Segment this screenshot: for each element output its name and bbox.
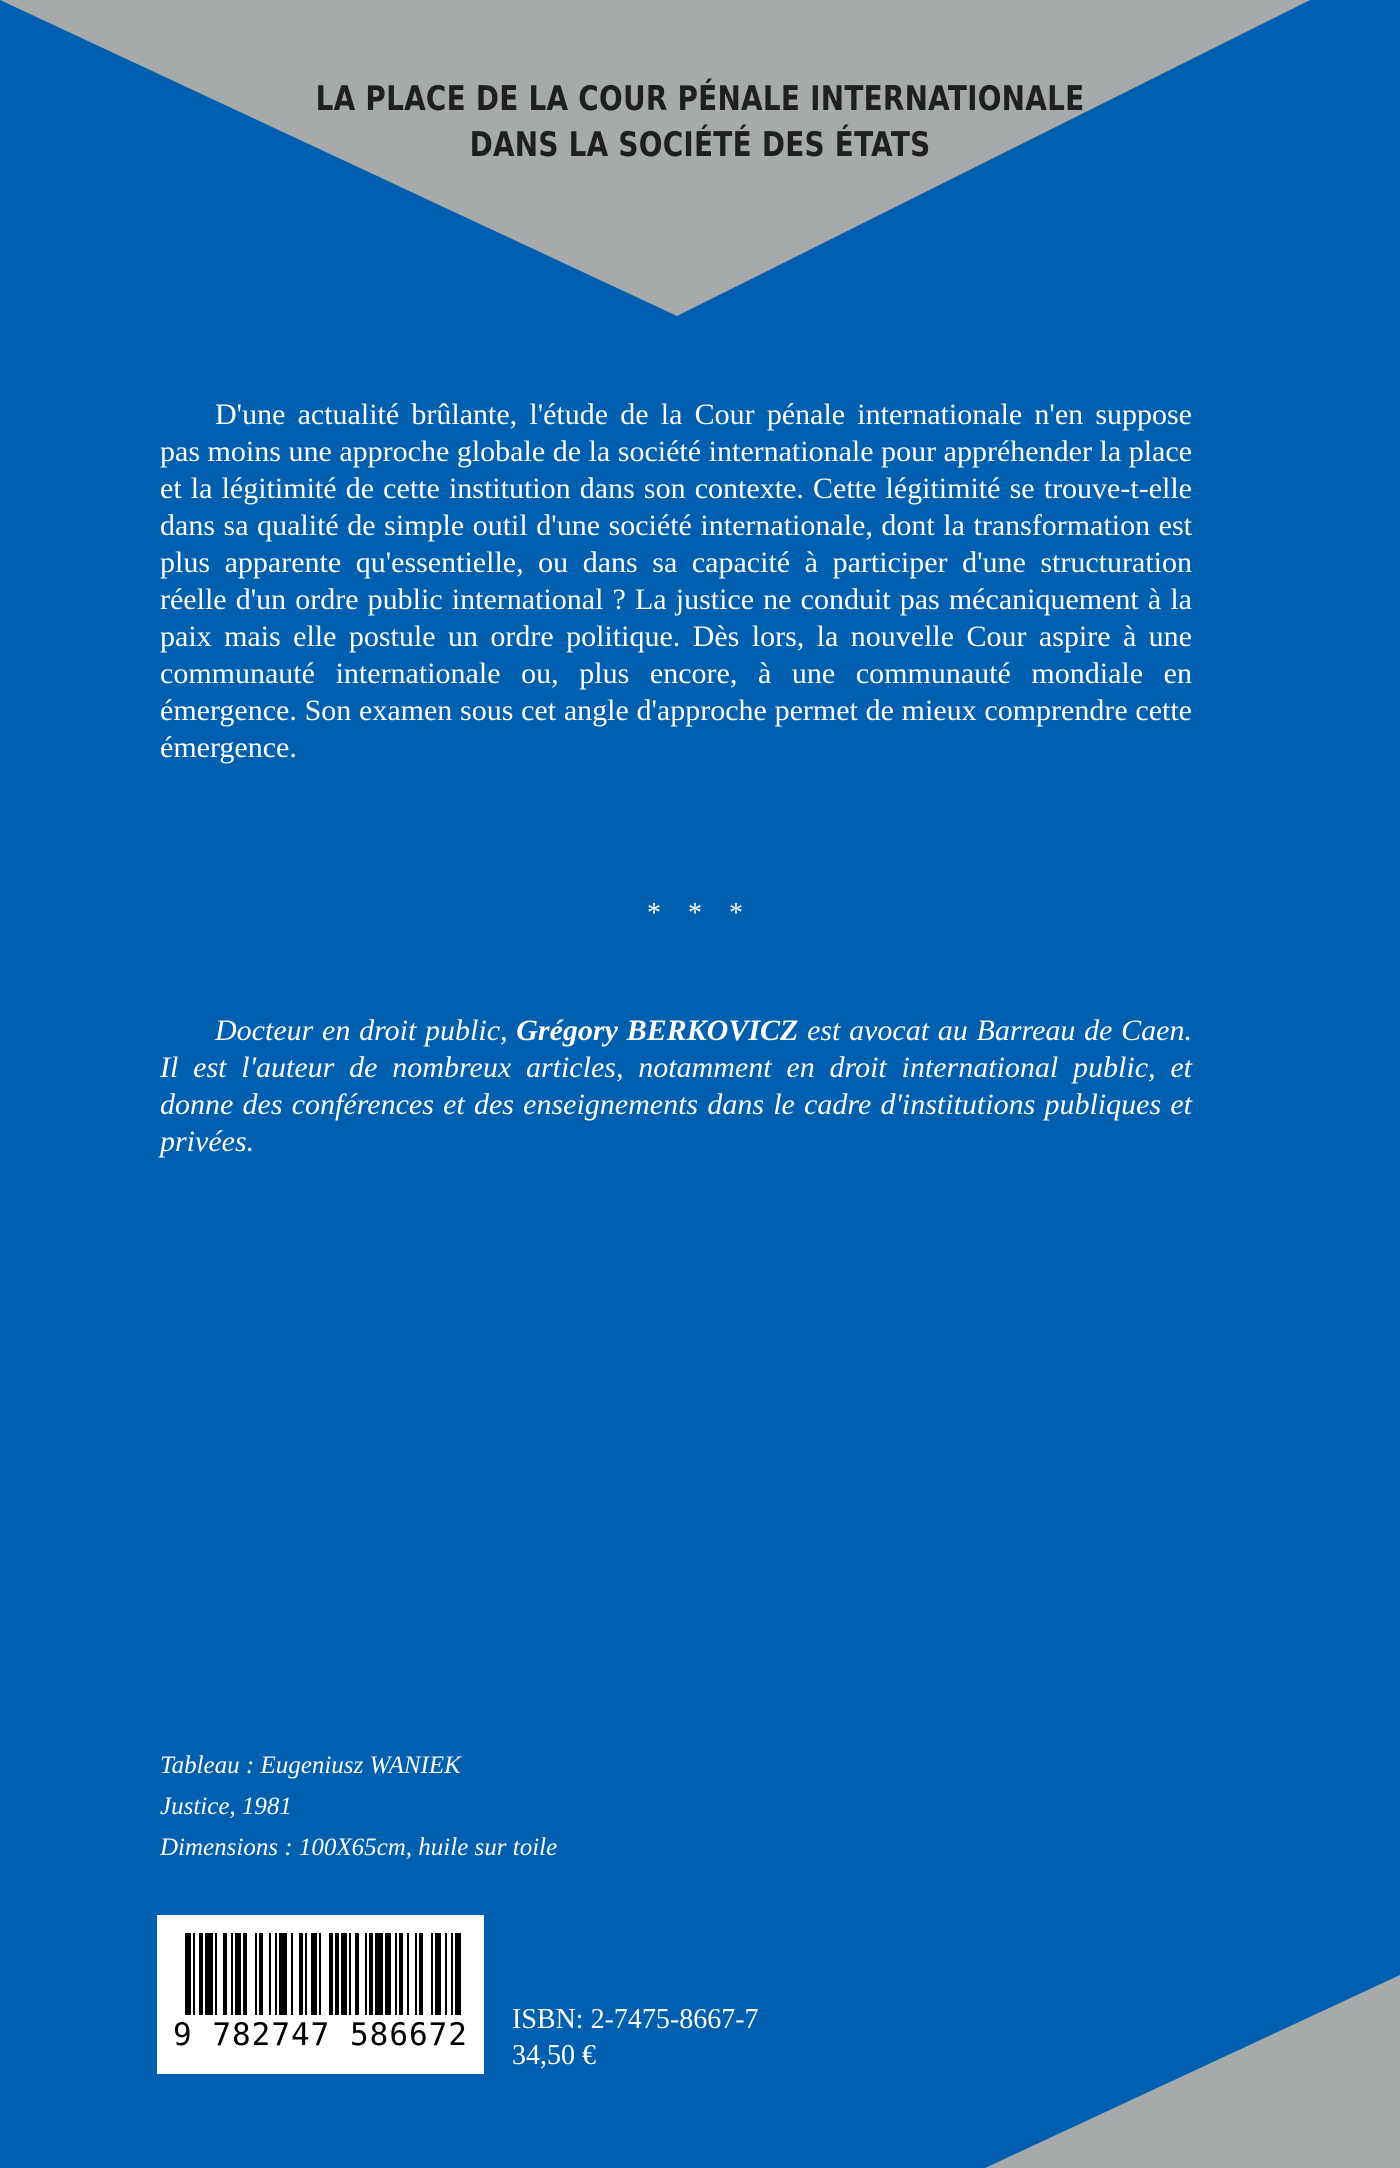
author-name: Grégory BERKOVICZ bbox=[516, 1014, 799, 1047]
bottom-right-gray-triangle bbox=[985, 1975, 1400, 2168]
artwork-credits bbox=[160, 1745, 557, 1868]
barcode-bar bbox=[395, 1933, 397, 2015]
barcode-bar bbox=[369, 1933, 373, 2015]
isbn-number: ISBN: 2-7475-8667-7 bbox=[512, 2004, 759, 2035]
barcode-bar bbox=[255, 1933, 257, 2015]
barcode-bar bbox=[349, 1933, 351, 2015]
barcode-bar bbox=[415, 1933, 417, 2015]
title-line-2: DANS LA SOCIÉTÉ DES ÉTATS bbox=[469, 125, 931, 165]
barcode-bar bbox=[385, 1933, 391, 2015]
book-title bbox=[126, 76, 1274, 168]
bio-rest: est avocat au Barreau de Caen. Il est l'auteur de nombreux articles, notamment en droit international public, et donne des conférences et des enseignements dans le cadre d'institutions publiques et privées. bbox=[160, 1014, 1192, 1158]
barcode-bar bbox=[279, 1933, 287, 2015]
barcode-bar bbox=[291, 1933, 293, 2015]
barcode-bar bbox=[223, 1933, 227, 2015]
credit-painter: Tableau : Eugeniusz WANIEK bbox=[160, 1752, 461, 1779]
barcode-bar bbox=[355, 1933, 359, 2015]
section-separator: * * * bbox=[647, 898, 753, 929]
barcode bbox=[157, 1915, 484, 2074]
barcode-bar bbox=[431, 1933, 433, 2015]
barcode-bar bbox=[305, 1933, 307, 2015]
publication-info bbox=[512, 2002, 759, 2074]
barcode-bar bbox=[259, 1933, 263, 2015]
barcode-bar bbox=[185, 1933, 191, 2015]
barcode-bar bbox=[329, 1933, 333, 2015]
barcode-bar bbox=[335, 1933, 339, 2015]
barcode-bar bbox=[419, 1933, 423, 2015]
author-bio bbox=[160, 1012, 1192, 1160]
barcode-bar bbox=[243, 1933, 247, 2015]
book-price: 34,50 € bbox=[512, 2040, 596, 2071]
barcode-bar bbox=[275, 1933, 277, 2015]
barcode-bar bbox=[311, 1933, 317, 2015]
barcode-bar bbox=[193, 1933, 195, 2015]
barcode-bar bbox=[319, 1933, 321, 2015]
barcode-bar bbox=[365, 1933, 367, 2015]
summary-paragraph: D'une actualité brûlante, l'étude de la Cour pénale internationale n'en suppose pas moins une approche globale de la société internationale pour appréhender la place et la légitimité de cette institution dans son contexte. Cette légitimité se trouve-t-elle dans sa qualité de simple outil d'une société internationale, dont la transformation est plus apparente qu'essentielle, ou dans sa capacité à participer d'une structuration réelle d'un ordre public international ? La justice ne conduit pas mécaniquement à la paix mais elle postule un ordre politique. Dès lors, la nouvelle Cour aspire à une communauté internationale ou, plus encore, à une communauté mondiale en émergence. Son examen sous cet angle d'approche permet de mieux comprendre cette émergence. bbox=[160, 398, 1192, 764]
barcode-number: 9 782747 586672 bbox=[173, 2017, 468, 2053]
credit-artwork-title: Justice, 1981 bbox=[160, 1793, 292, 1820]
barcode-bar bbox=[199, 1933, 203, 2015]
barcode-bar bbox=[455, 1933, 461, 2015]
barcode-bar bbox=[435, 1933, 441, 2015]
barcode-bar bbox=[407, 1933, 409, 2015]
barcode-bar bbox=[451, 1933, 453, 2015]
barcode-bar bbox=[399, 1933, 403, 2015]
credit-dimensions: Dimensions : 100X65cm, huile sur toile bbox=[160, 1834, 558, 1861]
barcode-bar bbox=[205, 1933, 213, 2015]
barcode-bar bbox=[215, 1933, 217, 2015]
title-line-1: LA PLACE DE LA COUR PÉNALE INTERNATIONALE bbox=[315, 79, 1085, 119]
barcode-bar bbox=[269, 1933, 271, 2015]
barcode-bar bbox=[299, 1933, 303, 2015]
bio-intro: Docteur en droit public, bbox=[215, 1014, 517, 1047]
barcode-bar bbox=[445, 1933, 447, 2015]
barcode-bar bbox=[341, 1933, 347, 2015]
barcode-bar bbox=[231, 1933, 233, 2015]
barcode-bar bbox=[235, 1933, 241, 2015]
barcode-bar bbox=[375, 1933, 383, 2015]
